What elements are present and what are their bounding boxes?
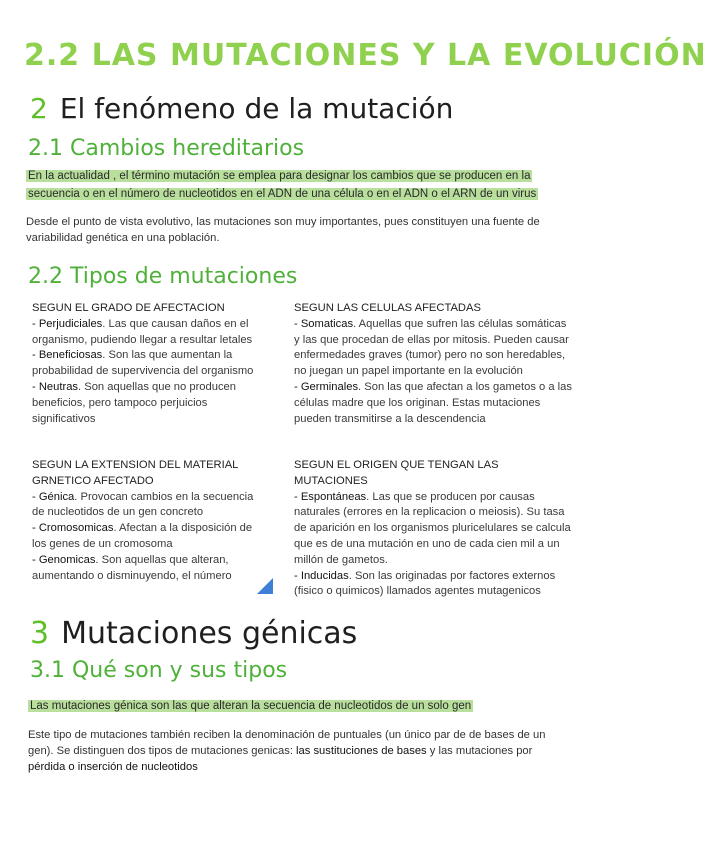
page-corner-marker — [257, 578, 273, 594]
grado-header: SEGUN EL GRADO DE AFECTACION — [32, 302, 225, 314]
highlight-definition-text: En la actualidad , el término mutación se emplea para designar los cambios que se producen en la secuencia o en el número de nucleotidos en el ADN de una célula o en el ADN o el ARN de un virus — [28, 170, 537, 200]
section-3-heading — [30, 616, 357, 651]
section-2-1-heading: 2.1 Cambios hereditarios — [28, 136, 305, 161]
extension-item: - Genomicas. Son aquellas que alteran, aumentando o disminuyendo, el número — [32, 553, 232, 582]
celulas-header: SEGUN LAS CELULAS AFECTADAS — [294, 302, 481, 314]
origen-block — [294, 458, 572, 600]
section-2-number: 2 — [30, 92, 48, 125]
origen-header: SEGUN EL ORIGEN QUE TENGAN LAS MUTACIONES — [294, 459, 499, 487]
celulas-item: - Somaticas. Aquellas que sufren las células somáticas y las que procedan de ellas por mitosis. Pueden causar enfermedades graves (tumor) pero no son heredables, no juegan un papel importante en la evolución — [294, 317, 569, 378]
section-3-1-heading: 3.1 Qué son y sus tipos — [30, 658, 288, 683]
section-3-title: Mutaciones génicas — [61, 616, 358, 651]
highlight-genica — [28, 696, 568, 714]
extension-header: SEGUN LA EXTENSION DEL MATERIAL GRNETICO AFECTADO — [32, 459, 238, 487]
extension-item: - Cromosomicas. Afectan a la disposición de los genes de un cromosoma — [32, 522, 253, 550]
grado-item: - Beneficiosas. Son las que aumentan la probabilidad de supervivencia del organismo — [32, 349, 254, 378]
origen-item: - Espontáneas. Las que se producen por causas naturales (errores en la replicacion o meiosis). Su tasa de aparición en los organismos pluricelulares se calcula que es de una mutación en uno de cada cien mil a un millón de gametos. — [294, 490, 571, 566]
page-title: 2.2 LAS MUTACIONES Y LA EVOLUCIÓN — [24, 38, 707, 73]
section-2-heading — [30, 92, 453, 125]
extension-block — [32, 458, 264, 584]
grado-item: - Perjudiciales. Las que causan daños en el organismo, pudiendo llegar a resultar letales — [32, 317, 253, 346]
grado-item: - Neutras. Son aquellas que no producen beneficios, pero tampoco perjuicios significativos — [32, 380, 237, 425]
grado-block — [32, 301, 264, 427]
paragraph-evolution: Desde el punto de vista evolutivo, las mutaciones son muy importantes, pues constituyen una fuente de variabilidad genética en una población. — [26, 216, 540, 244]
sustituciones-term: las sustituciones de bases — [296, 745, 427, 757]
section-2-title: El fenómeno de la mutación — [59, 92, 454, 125]
section-2-2-heading: 2.2 Tipos de mutaciones — [28, 264, 298, 289]
celulas-item: - Germinales. Son las que afectan a los gametos o a las células madre que los originan. Estas mutaciones pueden transmitirse a la descendencia — [294, 380, 572, 425]
highlight-definition — [26, 166, 546, 202]
paragraph-puntuales: Este tipo de mutaciones también reciben la denominación de puntuales (un único par de de bases de un gen). Se distinguen dos tipos de mutaciones genicas: las sustituciones de bases y las mutaciones por pérdida o inserción de nucleotidos — [28, 729, 546, 773]
celulas-block — [294, 301, 572, 427]
perdida-insercion-term: pérdida o inserción de nucleotidos — [28, 761, 198, 773]
highlight-genica-text: Las mutaciones génica son las que alteran la secuencia de nucleotidos de un solo gen — [30, 700, 472, 712]
section-3-number: 3 — [30, 616, 50, 651]
origen-item: - Inducidas. Son las originadas por factores externos (fisico o quimicos) llamados agentes mutagenicos — [294, 569, 556, 598]
extension-item: - Génica. Provocan cambios en la secuencia de nucleotidos de un gen concreto — [32, 490, 254, 519]
